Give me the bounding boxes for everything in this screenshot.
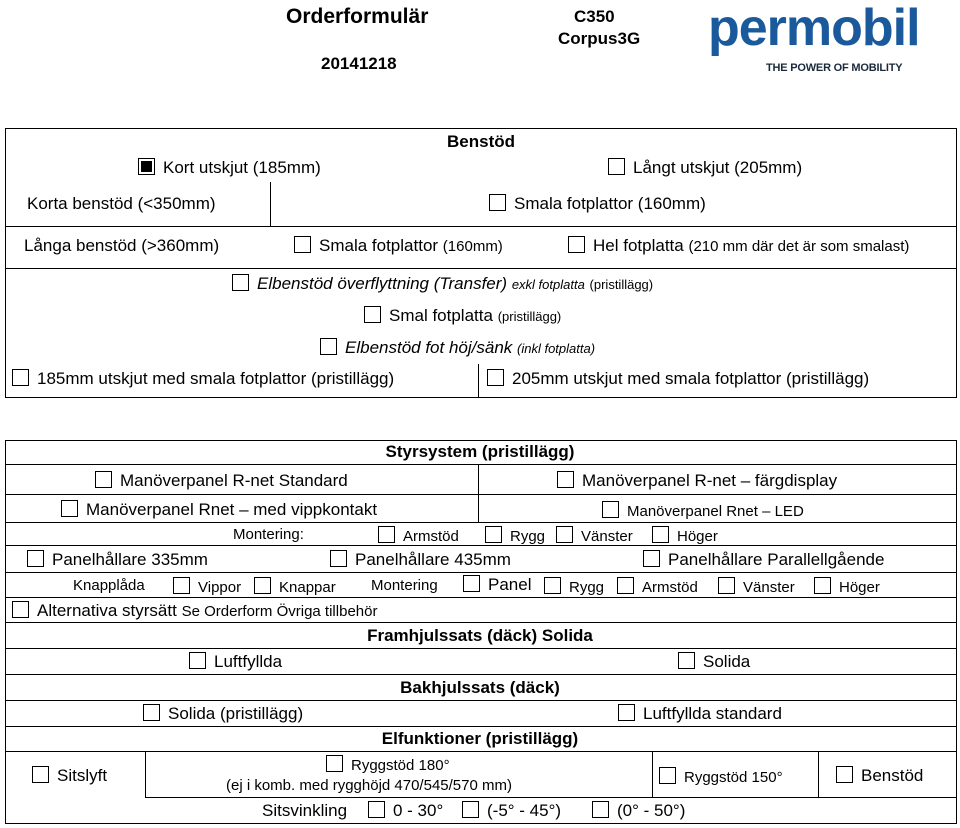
kort-utskjut-option[interactable]: Kort utskjut (185mm) (138, 158, 321, 178)
panelhallare-parallell-option[interactable]: Panelhållare Parallellgående (643, 550, 884, 570)
model-name: C350 (574, 7, 615, 26)
row-divider (5, 572, 957, 573)
korta-benstod-label: Korta benstöd (<350mm) (27, 194, 216, 213)
knappar-option[interactable]: Knappar (254, 577, 336, 596)
smala-fotplattor-option[interactable]: Smala fotplattor (160mm) (489, 194, 706, 214)
montering-rygg-checkbox[interactable] (485, 526, 502, 543)
hoger2-option[interactable]: Höger (814, 577, 880, 596)
cell-divider (818, 751, 819, 797)
elfunktioner-heading: Elfunktioner (pristillägg) (381, 729, 579, 748)
panelhallare-435-checkbox[interactable] (330, 550, 347, 567)
smal-fotplatta-option[interactable]: Smal fotplatta (pristillägg) (364, 306, 561, 326)
panelhallare-335-option[interactable]: Panelhållare 335mm (27, 550, 208, 570)
hel-fotplatta-checkbox[interactable] (568, 236, 585, 253)
row-divider (5, 464, 957, 465)
rnet-fargdisplay-checkbox[interactable] (557, 471, 574, 488)
langt-utskjut-checkbox[interactable] (608, 158, 625, 175)
row-divider (145, 797, 957, 798)
sitsvinkling-0-50-option[interactable]: (0° - 50°) (592, 801, 685, 821)
sitslyft-option[interactable]: Sitslyft (32, 766, 107, 786)
model-variant: Corpus3G (558, 29, 641, 48)
vippor-option[interactable]: Vippor (173, 577, 241, 596)
benstod-heading: Benstöd (447, 132, 515, 151)
sitsvinkling-m5-45-checkbox[interactable] (462, 801, 479, 818)
langt-utskjut-option[interactable]: Långt utskjut (205mm) (608, 158, 802, 178)
montering-hoger-option[interactable]: Höger (652, 526, 718, 545)
el-benstod-checkbox[interactable] (836, 766, 853, 783)
rnet-vippkontakt-checkbox[interactable] (61, 500, 78, 517)
cell-divider (478, 364, 479, 398)
utskjut-205-option[interactable]: 205mm utskjut med smala fotplattor (pristillägg) (487, 369, 869, 389)
panelhallare-335-checkbox[interactable] (27, 550, 44, 567)
cell-divider (478, 464, 479, 522)
bakhjul-luftfyllda-checkbox[interactable] (618, 704, 635, 721)
rnet-led-checkbox[interactable] (602, 501, 619, 518)
ryggstod-180-note: (ej i komb. med rygghöjd 470/545/570 mm) (226, 777, 512, 794)
row-divider (5, 597, 957, 598)
panelhallare-parallell-checkbox[interactable] (643, 550, 660, 567)
rygg2-checkbox[interactable] (544, 577, 561, 594)
form-title: Orderformulär (286, 5, 429, 28)
vanster2-option[interactable]: Vänster (718, 577, 795, 596)
utskjut-205-checkbox[interactable] (487, 369, 504, 386)
ryggstod-150-checkbox[interactable] (659, 767, 676, 784)
smala-fotplattor-langa-checkbox[interactable] (294, 236, 311, 253)
bakhjul-solida-checkbox[interactable] (143, 704, 160, 721)
kort-utskjut-checkbox[interactable] (138, 158, 155, 175)
vippor-checkbox[interactable] (173, 577, 190, 594)
elbenstod-transfer-checkbox[interactable] (232, 274, 249, 291)
row-divider (5, 494, 957, 495)
sitslyft-checkbox[interactable] (32, 766, 49, 783)
utskjut-185-option[interactable]: 185mm utskjut med smala fotplattor (pristillägg) (12, 369, 394, 389)
row-divider (5, 700, 957, 701)
alternativa-styrsatt-checkbox[interactable] (12, 601, 29, 618)
smala-fotplattor-langa-option[interactable]: Smala fotplattor (160mm) (294, 236, 503, 256)
framhjul-heading: Framhjulssats (däck) Solida (367, 626, 593, 645)
hoger2-checkbox[interactable] (814, 577, 831, 594)
framhjul-luftfyllda-checkbox[interactable] (189, 652, 206, 669)
montering-vanster-checkbox[interactable] (556, 526, 573, 543)
knappar-checkbox[interactable] (254, 577, 271, 594)
framhjul-solida-checkbox[interactable] (678, 652, 695, 669)
bakhjul-heading: Bakhjulssats (däck) (400, 678, 560, 697)
row-divider (5, 648, 957, 649)
montering-label: Montering: (233, 526, 304, 543)
benstod-divider (5, 268, 957, 269)
logo-wordmark: permobil (708, 0, 920, 57)
rnet-fargdisplay-option[interactable]: Manöverpanel R-net – färgdisplay (557, 471, 837, 491)
cell-divider (652, 751, 653, 797)
styrsystem-heading: Styrsystem (pristillägg) (385, 442, 575, 461)
rnet-standard-checkbox[interactable] (95, 471, 112, 488)
row-divider (5, 674, 957, 675)
row-divider (5, 522, 957, 523)
row-divider (5, 622, 957, 623)
rnet-standard-option[interactable]: Manöverpanel R-net Standard (95, 471, 348, 491)
row-divider (5, 751, 957, 752)
sitsvinkling-label: Sitsvinkling (262, 801, 348, 820)
montering-hoger-checkbox[interactable] (652, 526, 669, 543)
smala-fotplattor-checkbox[interactable] (489, 194, 506, 211)
elbenstod-fot-checkbox[interactable] (320, 338, 337, 355)
montering-vanster-option[interactable]: Vänster (556, 526, 633, 545)
alternativa-styrsatt-option[interactable]: Alternativa styrsätt Se Orderform Övriga tillbehör (12, 601, 377, 621)
cell-divider (145, 751, 146, 797)
panel-option[interactable]: Panel (463, 575, 531, 595)
permobil-logo (708, 2, 940, 78)
armstod2-checkbox[interactable] (617, 577, 634, 594)
panelhallare-435-option[interactable]: Panelhållare 435mm (330, 550, 511, 570)
framhjul-solida-option[interactable]: Solida (678, 652, 750, 672)
panel-checkbox[interactable] (463, 575, 480, 592)
rygg2-option[interactable]: Rygg (544, 577, 604, 596)
montering-armstod-option[interactable]: Armstöd (378, 526, 459, 545)
ryggstod-150-option[interactable]: Ryggstöd 150° (659, 767, 783, 786)
ryggstod-180-option[interactable]: Ryggstöd 180° (326, 755, 450, 774)
vanster2-checkbox[interactable] (718, 577, 735, 594)
ryggstod-180-checkbox[interactable] (326, 755, 343, 772)
langa-benstod-label: Långa benstöd (>360mm) (24, 236, 220, 255)
sitsvinkling-0-50-checkbox[interactable] (592, 801, 609, 818)
cell-divider (270, 182, 271, 226)
montering-armstod-checkbox[interactable] (378, 526, 395, 543)
armstod2-option[interactable]: Armstöd (617, 577, 698, 596)
elbenstod-transfer-option[interactable]: Elbenstöd överflyttning (Transfer) exkl fotplatta (pristillägg) (232, 274, 653, 294)
sitsvinkling-0-30-option[interactable]: 0 - 30° (368, 801, 443, 821)
rnet-vippkontakt-option[interactable]: Manöverpanel Rnet – med vippkontakt (61, 500, 377, 520)
row-divider (5, 545, 957, 546)
sitsvinkling-m5-45-option[interactable]: (-5° - 45°) (462, 801, 561, 821)
elbenstod-fot-option[interactable]: Elbenstöd fot höj/sänk (inkl fotplatta) (320, 338, 595, 358)
sitsvinkling-0-30-checkbox[interactable] (368, 801, 385, 818)
smal-fotplatta-checkbox[interactable] (364, 306, 381, 323)
logo-tagline: THE POWER OF MOBILITY (766, 62, 903, 74)
montering-rygg-option[interactable]: Rygg (485, 526, 545, 545)
bakhjul-solida-option[interactable]: Solida (pristillägg) (143, 704, 303, 724)
el-benstod-option[interactable]: Benstöd (836, 766, 923, 786)
form-date: 20141218 (321, 54, 397, 73)
rnet-led-option[interactable]: Manöverpanel Rnet – LED (602, 501, 804, 520)
utskjut-185-checkbox[interactable] (12, 369, 29, 386)
hel-fotplatta-option[interactable]: Hel fotplatta (210 mm där det är som smalast) (568, 236, 909, 256)
montering2-label: Montering (371, 577, 438, 594)
benstod-divider (5, 226, 957, 227)
row-divider (5, 726, 957, 727)
bakhjul-luftfyllda-option[interactable]: Luftfyllda standard (618, 704, 782, 724)
framhjul-luftfyllda-option[interactable]: Luftfyllda (189, 652, 282, 672)
knapplada-label: Knapplåda (73, 577, 145, 594)
